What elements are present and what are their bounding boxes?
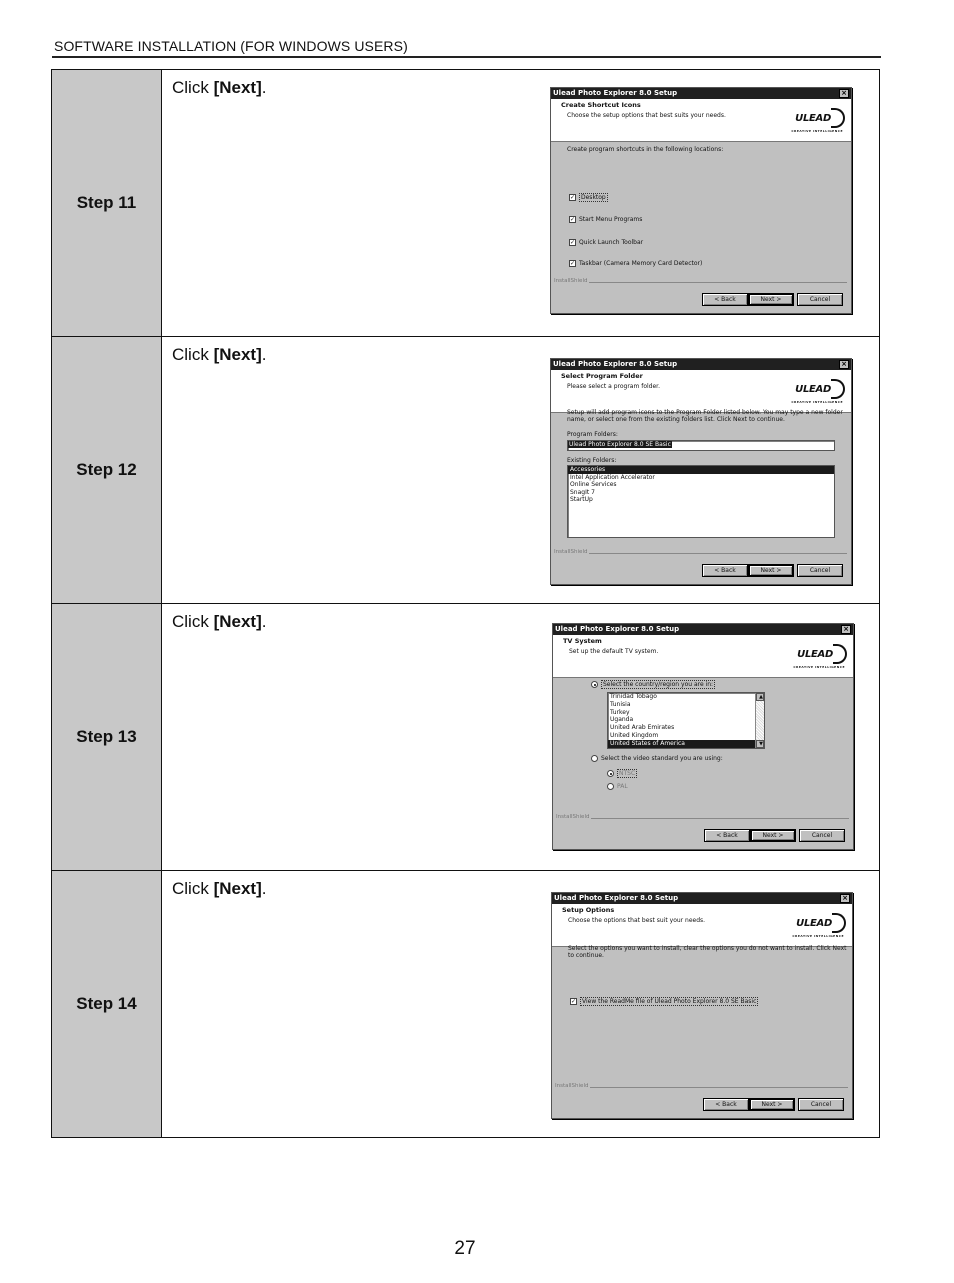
group-divider xyxy=(589,553,847,554)
step-content xyxy=(162,604,880,871)
radio-icon[interactable] xyxy=(607,770,614,777)
next-button[interactable]: Next > xyxy=(748,293,794,306)
instruction: Click [Next]. xyxy=(172,345,267,364)
next-button[interactable]: Next > xyxy=(749,1098,795,1111)
program-folder-input[interactable]: Ulead Photo Explorer 8.0 SE Basic xyxy=(567,440,835,451)
dialog-body-text: Create program shortcuts in the following locations: xyxy=(567,146,724,153)
checkbox-icon[interactable]: ✓ xyxy=(570,239,576,246)
close-icon[interactable]: × xyxy=(840,894,850,903)
logo-arc-icon xyxy=(832,913,846,933)
scroll-up-icon[interactable]: ▲ xyxy=(756,693,764,701)
cancel-button[interactable]: Cancel xyxy=(797,293,843,306)
list-item[interactable]: Tunisia xyxy=(610,700,631,708)
list-item[interactable]: Accessories xyxy=(568,466,834,474)
dialog-heading: Setup Options xyxy=(562,906,615,914)
step-label: Step 12 xyxy=(52,337,162,604)
logo-arc-icon xyxy=(833,644,847,664)
list-item[interactable]: Turkey xyxy=(610,708,630,716)
country-list[interactable] xyxy=(607,692,765,749)
checkbox-icon[interactable]: ✓ xyxy=(571,998,577,1005)
radio-icon[interactable] xyxy=(607,783,614,790)
logo-arc-icon xyxy=(831,108,845,128)
instruction: Click [Next]. xyxy=(172,612,267,631)
header-rule xyxy=(52,56,881,58)
group-divider xyxy=(591,818,849,819)
checkbox-desktop[interactable]: ✓ Desktop xyxy=(570,194,606,201)
dialog-body-text: Select the options you want to install, clear the options you do not want to install. Click Next to continue. xyxy=(568,945,847,959)
scrollbar[interactable] xyxy=(755,693,764,748)
back-button[interactable]: < Back xyxy=(704,829,750,842)
group-divider xyxy=(589,282,847,283)
checkbox-icon[interactable]: ✓ xyxy=(570,194,576,201)
radio-icon[interactable] xyxy=(591,755,598,762)
close-icon[interactable]: × xyxy=(839,89,849,98)
cancel-button[interactable]: Cancel xyxy=(797,564,843,577)
step-content xyxy=(162,337,880,604)
back-button[interactable]: < Back xyxy=(702,564,748,577)
radio-ntsc[interactable]: NTSC xyxy=(607,769,637,778)
step-content xyxy=(162,871,880,1138)
step-row-11 xyxy=(52,70,880,337)
dialog-header xyxy=(553,635,853,678)
step-row-13 xyxy=(52,604,880,871)
list-item[interactable]: United States of America xyxy=(608,740,764,748)
back-button[interactable]: < Back xyxy=(702,293,748,306)
group-label: InstallShield xyxy=(554,549,588,555)
group-label: InstallShield xyxy=(556,814,590,820)
step-row-14 xyxy=(52,871,880,1138)
dialog-header xyxy=(551,99,851,142)
group-divider xyxy=(590,1087,848,1088)
group-label: InstallShield xyxy=(555,1083,589,1089)
list-item[interactable]: United Kingdom xyxy=(610,731,659,739)
dialog-heading: Select Program Folder xyxy=(561,372,643,380)
checkbox-taskbar[interactable]: ✓ Taskbar (Camera Memory Card Detector) xyxy=(570,260,703,267)
radio-pal[interactable]: PAL xyxy=(607,783,628,790)
dialog-titlebar: Ulead Photo Explorer 8.0 Setup × xyxy=(552,893,852,904)
next-button[interactable]: Next > xyxy=(748,564,794,577)
setup-dialog-program-folder xyxy=(550,358,852,585)
checkbox-start-menu[interactable]: ✓ Start Menu Programs xyxy=(570,216,643,223)
page-header: SOFTWARE INSTALLATION (FOR WINDOWS USERS) xyxy=(54,38,408,54)
checkbox-icon[interactable]: ✓ xyxy=(570,216,576,223)
dialog-subheading: Set up the default TV system. xyxy=(569,648,659,655)
dialog-header xyxy=(551,370,851,413)
ulead-logo: ULEAD CREATIVE INTELLIGENCE xyxy=(789,643,847,669)
radio-select-country[interactable]: Select the country/region you are in: xyxy=(591,680,715,689)
scroll-down-icon[interactable]: ▼ xyxy=(756,740,764,748)
setup-dialog-tv-system xyxy=(552,623,854,850)
group-label: InstallShield xyxy=(554,278,588,284)
step-label: Step 14 xyxy=(52,871,162,1138)
close-icon[interactable]: × xyxy=(839,360,849,369)
cancel-button[interactable]: Cancel xyxy=(799,829,845,842)
dialog-subheading: Choose the options that best suit your needs. xyxy=(568,917,706,924)
existing-folders-list[interactable] xyxy=(567,465,835,538)
back-button[interactable]: < Back xyxy=(703,1098,749,1111)
dialog-titlebar: Ulead Photo Explorer 8.0 Setup × xyxy=(553,624,853,635)
page-number: 27 xyxy=(454,1238,476,1259)
close-icon[interactable]: × xyxy=(841,625,851,634)
dialog-subheading: Choose the setup options that best suits your needs. xyxy=(567,112,726,119)
list-item[interactable]: United Arab Emirates xyxy=(610,724,675,732)
ulead-logo: ULEAD CREATIVE INTELLIGENCE xyxy=(787,107,845,133)
dialog-titlebar: Ulead Photo Explorer 8.0 Setup × xyxy=(551,359,851,370)
program-folders-label: Program Folders: xyxy=(567,431,618,438)
instruction: Click [Next]. xyxy=(172,879,267,898)
list-item[interactable]: SnagIt 7 xyxy=(570,488,595,496)
dialog-titlebar: Ulead Photo Explorer 8.0 Setup × xyxy=(551,88,851,99)
dialog-subheading: Please select a program folder. xyxy=(567,383,660,390)
checkbox-icon[interactable]: ✓ xyxy=(570,260,576,267)
list-item[interactable]: StartUp xyxy=(570,496,593,503)
existing-folders-label: Existing Folders: xyxy=(567,457,617,464)
cancel-button[interactable]: Cancel xyxy=(798,1098,844,1111)
list-item[interactable]: Trinidad Tobago xyxy=(610,693,657,700)
list-item[interactable]: Uganda xyxy=(610,716,634,724)
checkbox-quick-launch[interactable]: ✓ Quick Launch Toolbar xyxy=(570,239,644,246)
steps-table xyxy=(51,69,880,1138)
dialog-header xyxy=(552,904,852,947)
next-button[interactable]: Next > xyxy=(750,829,796,842)
list-item[interactable]: Online Services xyxy=(570,481,617,488)
step-label: Step 13 xyxy=(52,604,162,871)
radio-select-standard[interactable]: Select the video standard you are using: xyxy=(591,755,723,762)
logo-arc-icon xyxy=(831,379,845,399)
dialog-heading: Create Shortcut Icons xyxy=(561,101,641,109)
step-row-12 xyxy=(52,337,880,604)
step-content xyxy=(162,70,880,337)
list-item[interactable]: Intel Application Accelerator xyxy=(570,473,655,481)
dialog-body-text: Setup will add program icons to the Program Folder listed below. You may type a new folder name, or select one from the existing folders list. Click Next to continue. xyxy=(567,409,843,423)
instruction: Click [Next]. xyxy=(172,78,267,97)
setup-dialog-shortcuts xyxy=(550,87,852,314)
dialog-heading: TV System xyxy=(563,637,602,645)
setup-dialog-setup-options xyxy=(551,892,853,1119)
radio-icon[interactable] xyxy=(591,681,598,688)
checkbox-view-readme[interactable]: ✓ View the ReadMe file of Ulead Photo Explorer 8.0 SE Basic xyxy=(571,998,757,1005)
step-label: Step 11 xyxy=(52,70,162,337)
ulead-logo: ULEAD CREATIVE INTELLIGENCE xyxy=(788,912,846,938)
ulead-logo: ULEAD CREATIVE INTELLIGENCE xyxy=(787,378,845,404)
